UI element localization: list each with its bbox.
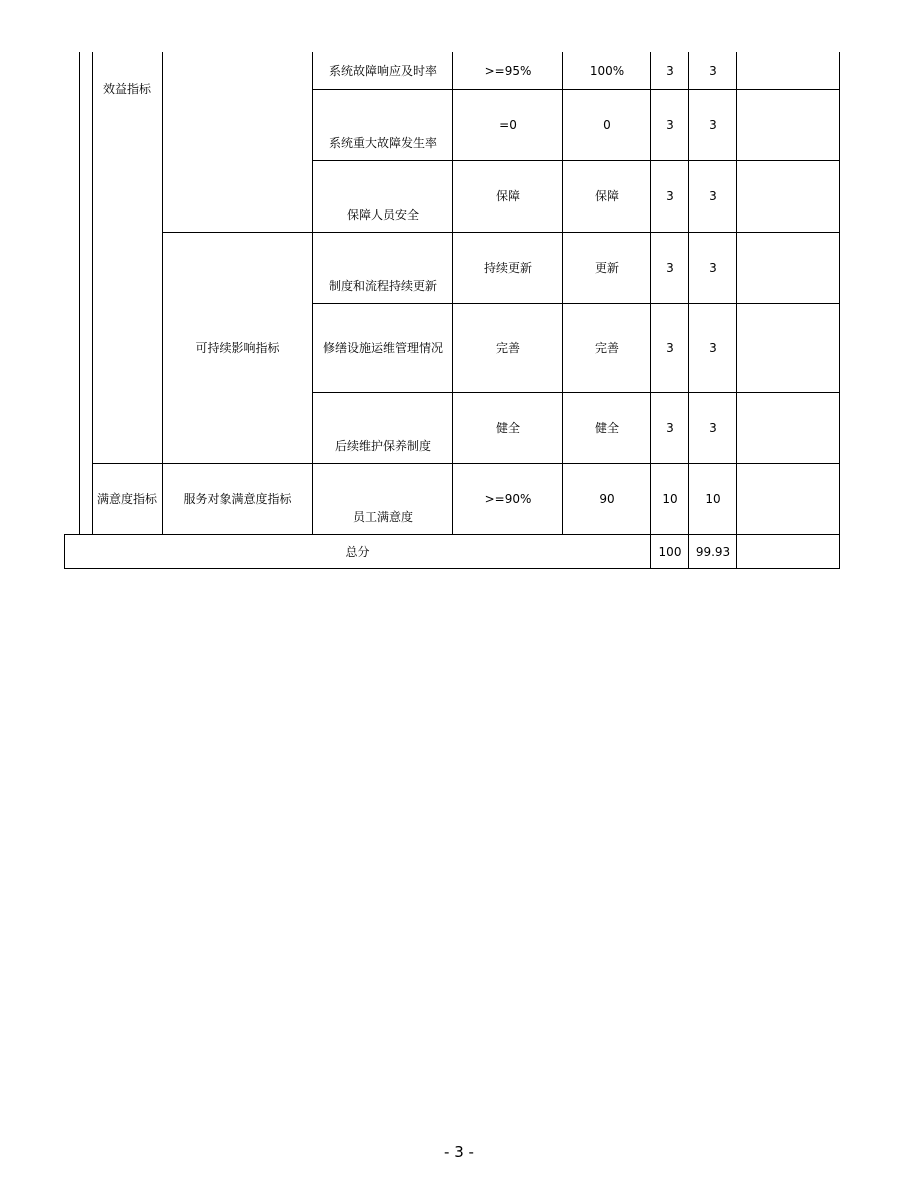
grid-line (312, 392, 840, 393)
grid-line (92, 52, 93, 534)
row-6-score: 3 (709, 420, 717, 435)
grid-line (839, 52, 840, 569)
row-6-weight: 3 (666, 420, 674, 435)
row-1-name: 系统故障响应及时率 (328, 63, 437, 78)
page-number: - 3 - (444, 1143, 474, 1161)
row-3-weight: 3 (666, 189, 674, 203)
grid-line (312, 89, 840, 90)
row-5-name: 修缮设施运维管理情况 (322, 340, 443, 355)
satisfaction-indicator-label: 满意度指标 (96, 491, 157, 506)
row-3-score: 3 (709, 189, 717, 203)
row-4-weight: 3 (666, 260, 674, 275)
row-7-weight: 10 (662, 491, 678, 506)
row-4-name: 制度和流程持续更新 (328, 279, 437, 293)
row-6-target: 健全 (495, 420, 520, 435)
row-7-target: >=90% (484, 491, 532, 506)
row-4-actual: 更新 (594, 260, 619, 275)
row-4-note (737, 232, 840, 303)
total-weight: 100 (658, 544, 682, 559)
row-6-name: 后续维护保养制度 (334, 439, 431, 453)
indicator-table (64, 52, 840, 569)
grid-line (650, 52, 651, 569)
row-3-target: 保障 (495, 189, 520, 203)
row-2-actual: 0 (603, 117, 611, 132)
row-4-target: 持续更新 (483, 260, 532, 275)
row-5-actual: 完善 (594, 340, 619, 355)
row-1-actual: 100% (589, 63, 625, 78)
grid-line (452, 52, 453, 534)
total-note (737, 534, 840, 569)
grid-line (736, 52, 737, 569)
grid-line (64, 534, 840, 535)
grid-line (688, 52, 689, 569)
row-7-note (737, 463, 840, 534)
row-4-score: 3 (709, 260, 717, 275)
row-1-weight: 3 (666, 63, 674, 78)
benefit-indicator-label: 效益指标 (102, 82, 151, 96)
row-7-actual: 90 (599, 491, 615, 506)
grid-line (312, 303, 840, 304)
row-5-score: 3 (709, 340, 717, 355)
row-5-weight: 3 (666, 340, 674, 355)
row-3-actual: 保障 (594, 189, 619, 203)
grid-line (64, 534, 65, 569)
row-3-note (737, 160, 840, 232)
service-satisfaction-indicator-label: 服务对象满意度指标 (183, 491, 292, 506)
row-3-name: 保障人员安全 (346, 208, 419, 222)
grid-line (162, 52, 163, 534)
row-5-note (737, 303, 840, 392)
grid-line (162, 232, 840, 233)
total-label: 总分 (345, 544, 370, 559)
row-5-target: 完善 (495, 340, 520, 355)
row-2-note (737, 89, 840, 160)
grid-line (64, 568, 840, 569)
row-6-note (737, 392, 840, 463)
row-1-score: 3 (709, 63, 717, 78)
grid-line (562, 52, 563, 534)
grid-line (312, 160, 840, 161)
row-1-target: >=95% (484, 63, 532, 78)
row-2-weight: 3 (666, 117, 674, 132)
sustainable-impact-indicator-label: 可持续影响指标 (195, 340, 280, 355)
grid-line (92, 463, 840, 464)
row-7-name: 员工满意度 (352, 510, 413, 524)
row-2-score: 3 (709, 117, 717, 132)
row-1-note (737, 52, 840, 89)
grid-line (312, 52, 313, 534)
row-2-name: 系统重大故障发生率 (328, 136, 437, 150)
grid-line (79, 52, 80, 534)
row-2-target: =0 (499, 117, 517, 132)
total-score: 99.93 (695, 544, 731, 559)
row-6-actual: 健全 (594, 420, 619, 435)
row-7-score: 10 (705, 491, 721, 506)
